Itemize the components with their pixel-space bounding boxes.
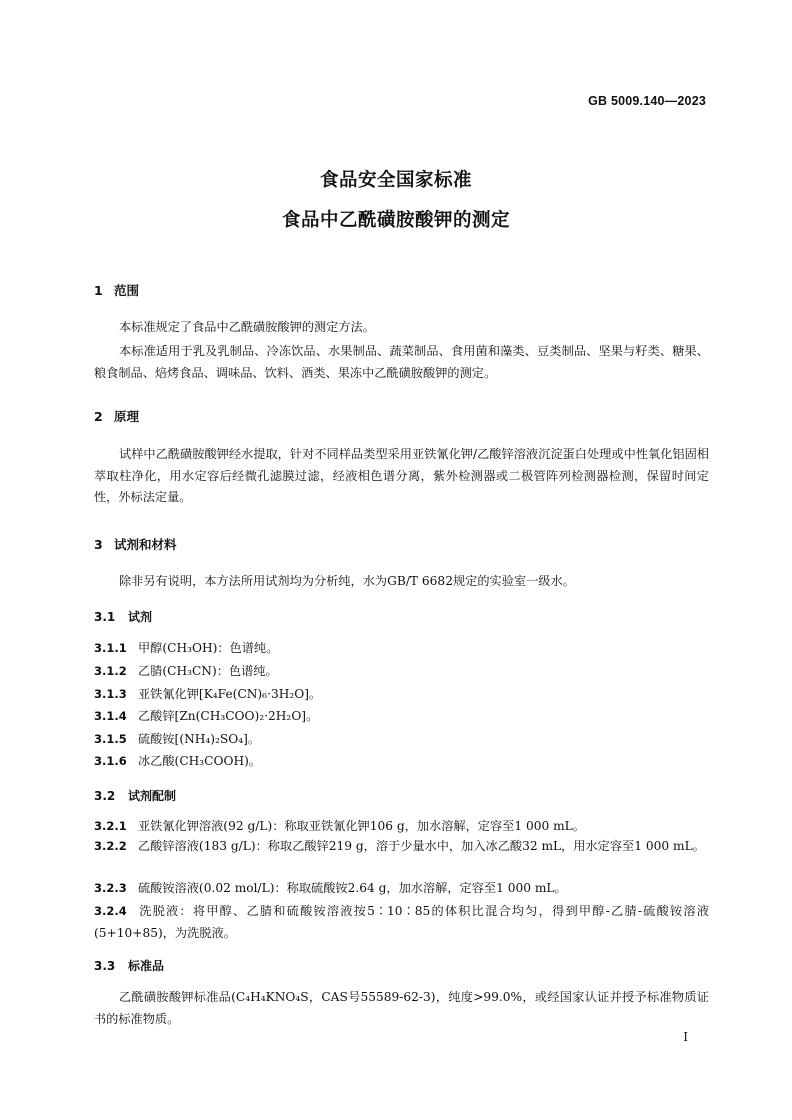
item-number: 3.1.2 [94, 664, 127, 678]
list-item [94, 638, 709, 660]
list-item [94, 816, 709, 838]
item-text: 硫酸铵溶液(0.02 mol/L)：称取硫酸铵2.64 g，加水溶解，定容至1 000 mL。 [138, 881, 567, 895]
list-item [94, 684, 709, 706]
scope-paragraph-1: 本标准规定了食品中乙酰磺胺酸钾的测定方法。 [119, 320, 375, 334]
item-text: 乙酸锌[Zn(CH₃COO)₂·2H₂O]。 [138, 709, 319, 723]
item-text: 乙酸锌溶液(183 g/L)：称取乙酸锌219 g，溶于少量水中，加入冰乙酸32 mL，用水定容至1 000 mL。 [138, 839, 705, 853]
standard-code: GB 5009.140—2023 [588, 94, 706, 108]
item-text: 亚铁氰化钾[K₄Fe(CN)₆·3H₂O]。 [138, 687, 322, 701]
list-item [94, 836, 709, 858]
list-item [94, 901, 709, 944]
subsection-number: 3.2 [94, 789, 116, 803]
list-item [94, 706, 709, 728]
item-text: 甲醇(CH₃OH)：色谱纯。 [138, 641, 279, 655]
subsection-number: 3.3 [94, 959, 116, 973]
item-number: 3.1.6 [94, 754, 127, 768]
subsection-3-1-heading [94, 608, 152, 625]
section-number: 3 [94, 537, 103, 552]
section-title: 原理 [114, 409, 140, 424]
item-number: 3.1.1 [94, 641, 127, 655]
reagents-intro-paragraph: 除非另有说明，本方法所用试剂均为分析纯，水为GB/T 6682规定的实验室一级水。 [119, 574, 575, 588]
item-number: 3.2.4 [94, 904, 127, 918]
item-number: 3.2.2 [94, 839, 127, 853]
item-number: 3.1.3 [94, 687, 127, 701]
section-2-heading [94, 407, 139, 425]
page-number: I [683, 1030, 688, 1044]
list-item [94, 729, 709, 751]
subsection-title: 标准品 [128, 959, 165, 973]
item-number: 3.1.5 [94, 732, 127, 746]
item-text: 冰乙酸(CH₃COOH)。 [138, 754, 262, 768]
section-1-heading [94, 281, 139, 299]
section-3-heading [94, 535, 177, 553]
subsection-3-3-heading [94, 957, 164, 974]
item-text: 洗脱液：将甲醇、乙腈和硫酸铵溶液按5∶10∶85的体积比混合均匀，得到甲醇-乙腈-硫酸铵溶液(5+10+85)，为洗脱液。 [94, 904, 709, 940]
scope-paragraph-2: 本标准适用于乳及乳制品、冷冻饮品、水果制品、蔬菜制品、食用菌和藻类、豆类制品、坚果与籽类、糖果、粮食制品、焙烤食品、调味品、饮料、酒类、果冻中乙酰磺胺酸钾的测定。 [94, 344, 709, 380]
principle-paragraph: 试样中乙酰磺胺酸钾经水提取，针对不同样品类型采用亚铁氰化钾/乙酸锌溶液沉淀蛋白处理或中性氧化铝固相萃取柱净化，用水定容后经微孔滤膜过滤，经液相色谱分离，紫外检测器或二极管阵列检测器检测，保留时间定性，外标法定量。 [94, 447, 709, 504]
section-title: 范围 [114, 283, 140, 298]
section-title: 试剂和材料 [114, 537, 177, 552]
section-number: 2 [94, 409, 103, 424]
subsection-title: 试剂 [128, 610, 153, 624]
subsection-3-2-heading [94, 787, 176, 804]
document-title-line1: 食品安全国家标准 [319, 170, 472, 191]
item-number: 3.1.4 [94, 709, 127, 723]
item-number: 3.2.3 [94, 881, 127, 895]
list-item [94, 751, 709, 773]
list-item [94, 661, 709, 683]
subsection-title: 试剂配制 [128, 789, 177, 803]
item-text: 乙腈(CH₃CN)：色谱纯。 [138, 664, 278, 678]
item-text: 硫酸铵[(NH₄)₂SO₄]。 [138, 732, 261, 746]
item-number: 3.2.1 [94, 819, 127, 833]
list-item [94, 878, 709, 900]
subsection-number: 3.1 [94, 610, 116, 624]
item-text: 亚铁氰化钾溶液(92 g/L)：称取亚铁氰化钾106 g，加水溶解，定容至1 000 mL。 [138, 819, 585, 833]
standard-material-paragraph: 乙酰磺胺酸钾标准品(C₄H₄KNO₄S，CAS号55589-62-3)，纯度>99.0%，或经国家认证并授予标准物质证书的标准物质。 [94, 990, 709, 1026]
document-title-line2: 食品中乙酰磺胺酸钾的测定 [281, 210, 510, 231]
section-number: 1 [94, 283, 103, 298]
